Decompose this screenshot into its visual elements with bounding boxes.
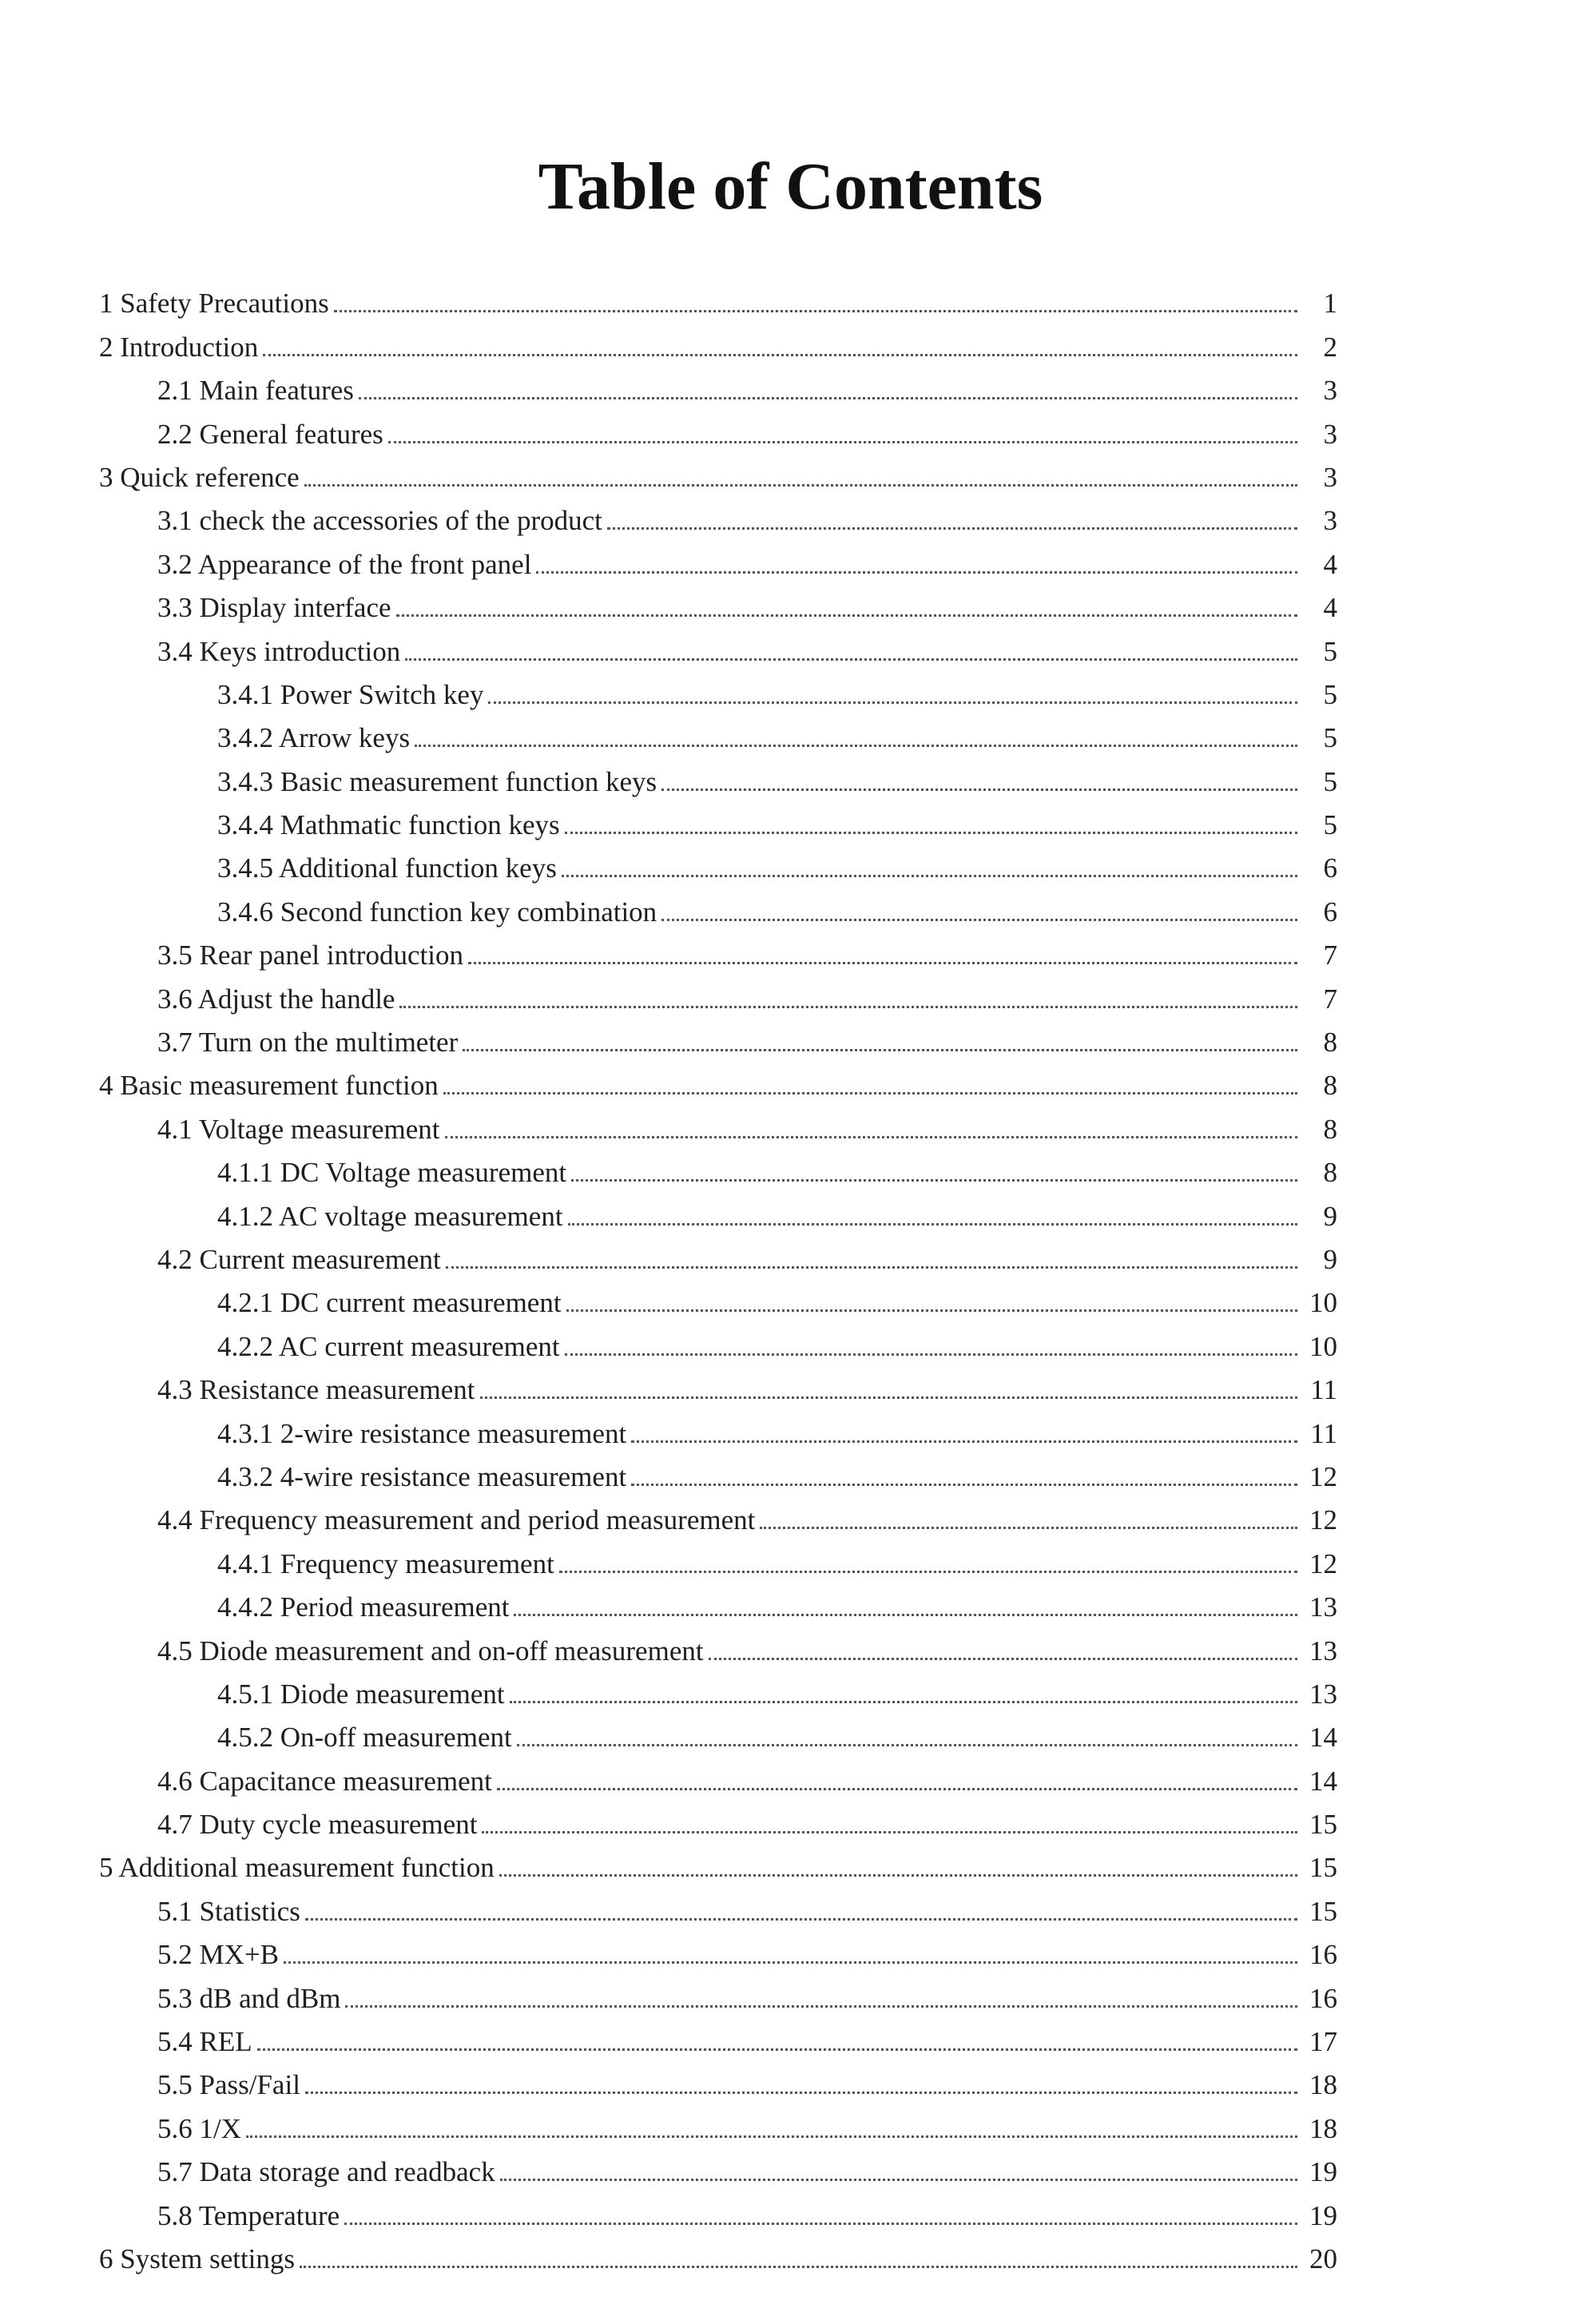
toc-entry[interactable] bbox=[157, 363, 1337, 407]
toc-entry-page-number: 5 bbox=[1323, 809, 1337, 841]
toc-entry[interactable] bbox=[99, 1059, 1337, 1102]
toc-entry-page-number: 15 bbox=[1309, 1895, 1337, 1927]
toc-entry-label: 4.2.1 DC current measurement bbox=[217, 1287, 562, 1319]
toc-entry-page-number: 16 bbox=[1309, 1939, 1337, 1971]
toc-entry[interactable] bbox=[157, 1798, 1337, 1841]
dot-leader bbox=[305, 2092, 1297, 2094]
dot-leader bbox=[510, 1701, 1297, 1703]
toc-entry[interactable] bbox=[217, 1146, 1337, 1189]
toc-entry-label: 2.2 General features bbox=[157, 418, 383, 450]
toc-entry-label: 4.4.1 Frequency measurement bbox=[217, 1547, 554, 1579]
toc-entry-page-number: 14 bbox=[1309, 1722, 1337, 1754]
toc-entry-page-number: 16 bbox=[1309, 1982, 1337, 2014]
toc-entry-page-number: 4 bbox=[1323, 592, 1337, 624]
dot-leader bbox=[631, 1484, 1297, 1486]
dot-leader bbox=[488, 701, 1297, 704]
toc-entry[interactable] bbox=[157, 1102, 1337, 1145]
toc-entry-page-number: 4 bbox=[1323, 548, 1337, 580]
toc-entry[interactable] bbox=[157, 2188, 1337, 2231]
dot-leader bbox=[388, 441, 1297, 443]
toc-entry-label: 4.1.1 DC Voltage measurement bbox=[217, 1157, 567, 1189]
dot-leader bbox=[661, 919, 1297, 921]
dot-leader bbox=[536, 571, 1297, 574]
dot-leader bbox=[443, 1092, 1297, 1094]
dot-leader bbox=[415, 745, 1297, 747]
toc-entry-label: 3.6 Adjust the handle bbox=[157, 983, 395, 1015]
toc-entry[interactable] bbox=[99, 276, 1337, 320]
toc-entry-label: 3.1 check the accessories of the product bbox=[157, 505, 602, 537]
toc-entry-label: 3.3 Display interface bbox=[157, 592, 391, 624]
toc-entry-page-number: 3 bbox=[1323, 375, 1337, 407]
toc-entry-label: 3.5 Rear panel introduction bbox=[157, 940, 463, 971]
toc-entry-label: 3.7 Turn on the multimeter bbox=[157, 1027, 459, 1059]
toc-entry[interactable] bbox=[99, 2232, 1337, 2275]
toc-entry-page-number: 12 bbox=[1309, 1504, 1337, 1536]
toc-entry[interactable] bbox=[157, 1928, 1337, 1971]
toc-entry-label: 3 Quick reference bbox=[99, 461, 300, 493]
toc-entry[interactable] bbox=[157, 581, 1337, 624]
toc-entry-label: 4.2.2 AC current measurement bbox=[217, 1330, 560, 1362]
toc-entry-label: 3.4.1 Power Switch key bbox=[217, 678, 484, 710]
toc-entry[interactable] bbox=[157, 1623, 1337, 1667]
toc-entry-page-number: 7 bbox=[1323, 940, 1337, 971]
toc-entry-label: 3.4.4 Mathmatic function keys bbox=[217, 809, 560, 841]
toc-entry[interactable] bbox=[217, 711, 1337, 754]
toc-entry-page-number: 7 bbox=[1323, 983, 1337, 1015]
dot-leader bbox=[463, 1049, 1297, 1051]
toc-entry-label: 5.8 Temperature bbox=[157, 2199, 340, 2231]
toc-entry-page-number: 8 bbox=[1323, 1157, 1337, 1189]
dot-leader bbox=[305, 1918, 1297, 1921]
toc-entry-page-number: 5 bbox=[1323, 635, 1337, 667]
toc-entry-label: 4.5 Diode measurement and on-off measurement bbox=[157, 1635, 704, 1667]
toc-entry-page-number: 2 bbox=[1323, 331, 1337, 363]
toc-entry[interactable] bbox=[217, 841, 1337, 884]
dot-leader bbox=[482, 1831, 1297, 1833]
dot-leader bbox=[517, 1744, 1297, 1746]
dot-leader bbox=[399, 1006, 1297, 1008]
toc-entry-label: 6 System settings bbox=[99, 2243, 296, 2274]
toc-entry[interactable] bbox=[157, 407, 1337, 450]
toc-entry-page-number: 17 bbox=[1309, 2026, 1337, 2058]
dot-leader bbox=[344, 2223, 1297, 2225]
toc-entry-page-number: 3 bbox=[1323, 461, 1337, 493]
toc-entry-label: 3.4.5 Additional function keys bbox=[217, 852, 557, 884]
toc-entry-page-number: 11 bbox=[1310, 1374, 1337, 1406]
toc-entry-label: 5.3 dB and dBm bbox=[157, 1982, 341, 2014]
toc-entry-page-number: 8 bbox=[1323, 1113, 1337, 1145]
toc-entry-page-number: 19 bbox=[1309, 2199, 1337, 2231]
toc-entry[interactable] bbox=[157, 2145, 1337, 2188]
toc-entry[interactable] bbox=[157, 928, 1337, 971]
toc-entry-page-number: 18 bbox=[1309, 2112, 1337, 2144]
toc-entry-label: 4.1 Voltage measurement bbox=[157, 1113, 440, 1145]
toc-entry-label: 4.4 Frequency measurement and period measurement bbox=[157, 1504, 756, 1536]
toc-entry[interactable] bbox=[157, 1015, 1337, 1059]
toc-entry[interactable] bbox=[157, 1884, 1337, 1927]
toc-entry[interactable] bbox=[157, 1754, 1337, 1797]
dot-leader bbox=[468, 962, 1297, 964]
page-title: Table of Contents bbox=[538, 149, 1043, 224]
toc-entry-page-number: 1 bbox=[1323, 288, 1337, 320]
dot-leader bbox=[334, 310, 1297, 312]
dot-leader bbox=[514, 1614, 1297, 1616]
toc-entry-label: 4.2 Current measurement bbox=[157, 1243, 441, 1275]
toc-entry-label: 5.1 Statistics bbox=[157, 1895, 300, 1927]
dot-leader bbox=[246, 2135, 1297, 2138]
toc-entry-label: 4.5.1 Diode measurement bbox=[217, 1678, 505, 1710]
toc-entry-label: 5.4 REL bbox=[157, 2026, 252, 2058]
toc-entry-label: 2.1 Main features bbox=[157, 375, 354, 407]
toc-entry-page-number: 18 bbox=[1309, 2069, 1337, 2101]
toc-entry-label: 4.3.1 2-wire resistance measurement bbox=[217, 1417, 627, 1449]
dot-leader bbox=[300, 2266, 1297, 2268]
toc-entry[interactable] bbox=[99, 1841, 1337, 1884]
dot-leader bbox=[709, 1658, 1297, 1660]
toc-entry[interactable] bbox=[99, 320, 1337, 363]
dot-leader bbox=[497, 1788, 1297, 1790]
toc-entry-label: 3.2 Appearance of the front panel bbox=[157, 548, 532, 580]
dot-leader bbox=[284, 1961, 1297, 1964]
toc-entry-label: 5.6 1/X bbox=[157, 2112, 241, 2144]
toc-entry[interactable] bbox=[217, 1536, 1337, 1579]
toc-entry[interactable] bbox=[217, 1319, 1337, 1362]
toc-entry[interactable] bbox=[217, 1406, 1337, 1449]
dot-leader bbox=[446, 1266, 1297, 1269]
toc-entry-page-number: 5 bbox=[1323, 722, 1337, 754]
toc-entry-label: 4.5.2 On-off measurement bbox=[217, 1722, 512, 1754]
dot-leader bbox=[257, 2048, 1297, 2051]
toc-entry[interactable] bbox=[217, 1667, 1337, 1710]
toc-entry-page-number: 11 bbox=[1310, 1417, 1337, 1449]
toc-entry-label: 3.4.3 Basic measurement function keys bbox=[217, 765, 657, 797]
dot-leader bbox=[263, 354, 1297, 356]
toc-entry-label: 5 Additional measurement function bbox=[99, 1852, 495, 1884]
toc-entry-label: 3.4 Keys introduction bbox=[157, 635, 401, 667]
dot-leader bbox=[568, 1223, 1297, 1226]
toc-entry-page-number: 10 bbox=[1309, 1330, 1337, 1362]
dot-leader bbox=[565, 832, 1297, 834]
toc-entry-page-number: 13 bbox=[1309, 1591, 1337, 1623]
toc-entry-page-number: 10 bbox=[1309, 1287, 1337, 1319]
toc-entry-label: 3.4.6 Second function key combination bbox=[217, 896, 657, 928]
toc-entry-label: 4.3.2 4-wire resistance measurement bbox=[217, 1460, 627, 1492]
dot-leader bbox=[571, 1179, 1297, 1182]
toc-entry-page-number: 12 bbox=[1309, 1547, 1337, 1579]
toc-entry-page-number: 13 bbox=[1309, 1678, 1337, 1710]
toc-entry[interactable] bbox=[157, 2015, 1337, 2058]
toc-entry-page-number: 5 bbox=[1323, 765, 1337, 797]
toc-entry-page-number: 3 bbox=[1323, 418, 1337, 450]
toc-entry-page-number: 8 bbox=[1323, 1027, 1337, 1059]
toc-entry[interactable] bbox=[99, 451, 1337, 494]
dot-leader bbox=[359, 397, 1297, 399]
toc-entry[interactable] bbox=[157, 1493, 1337, 1536]
toc-entry-label: 4.6 Capacitance measurement bbox=[157, 1765, 492, 1797]
toc-entry-page-number: 20 bbox=[1309, 2243, 1337, 2274]
toc-entry-label: 4 Basic measurement function bbox=[99, 1070, 439, 1102]
toc-entry[interactable] bbox=[217, 1189, 1337, 1232]
toc-entry-page-number: 19 bbox=[1309, 2156, 1337, 2188]
toc-entry-label: 4.3 Resistance measurement bbox=[157, 1374, 475, 1406]
toc-entry[interactable] bbox=[217, 798, 1337, 841]
toc-entry[interactable] bbox=[217, 668, 1337, 711]
dot-leader bbox=[500, 2179, 1297, 2181]
toc-entry-page-number: 9 bbox=[1323, 1243, 1337, 1275]
dot-leader bbox=[396, 614, 1297, 617]
toc-entry[interactable] bbox=[157, 2101, 1337, 2144]
toc-entry[interactable] bbox=[157, 2058, 1337, 2101]
toc-entry-page-number: 12 bbox=[1309, 1460, 1337, 1492]
toc-entry[interactable] bbox=[157, 1233, 1337, 1276]
toc-entry-page-number: 14 bbox=[1309, 1765, 1337, 1797]
toc-entry-page-number: 6 bbox=[1323, 852, 1337, 884]
dot-leader bbox=[304, 484, 1297, 487]
toc-entry-label: 4.4.2 Period measurement bbox=[217, 1591, 510, 1623]
dot-leader bbox=[562, 875, 1297, 877]
toc-entry-page-number: 6 bbox=[1323, 896, 1337, 928]
toc-entry[interactable] bbox=[217, 1276, 1337, 1319]
toc-entry-label: 5.7 Data storage and readback bbox=[157, 2156, 495, 2188]
toc-entry-page-number: 15 bbox=[1309, 1852, 1337, 1884]
dot-leader bbox=[760, 1527, 1297, 1529]
dot-leader bbox=[480, 1396, 1297, 1399]
dot-leader bbox=[345, 2005, 1297, 2008]
dot-leader bbox=[499, 1874, 1297, 1877]
toc-entry-label: 5.2 MX+B bbox=[157, 1939, 279, 1971]
toc-entry[interactable] bbox=[157, 624, 1337, 667]
toc-entry-page-number: 15 bbox=[1309, 1809, 1337, 1841]
toc-entry[interactable] bbox=[217, 1450, 1337, 1493]
toc-entry-page-number: 3 bbox=[1323, 505, 1337, 537]
toc-entry-page-number: 5 bbox=[1323, 678, 1337, 710]
table-of-contents bbox=[0, 276, 1581, 2275]
toc-entry[interactable] bbox=[157, 971, 1337, 1015]
toc-entry-page-number: 9 bbox=[1323, 1200, 1337, 1232]
dot-leader bbox=[405, 658, 1297, 661]
toc-entry-label: 4.1.2 AC voltage measurement bbox=[217, 1200, 563, 1232]
toc-entry-label: 4.7 Duty cycle measurement bbox=[157, 1809, 478, 1841]
toc-entry-label: 1 Safety Precautions bbox=[99, 288, 329, 320]
toc-entry[interactable] bbox=[157, 494, 1337, 537]
toc-entry-label: 2 Introduction bbox=[99, 331, 259, 363]
toc-entry[interactable] bbox=[217, 754, 1337, 797]
dot-leader bbox=[607, 527, 1297, 530]
toc-entry[interactable] bbox=[157, 537, 1337, 580]
toc-entry[interactable] bbox=[217, 884, 1337, 928]
dot-leader bbox=[661, 789, 1297, 791]
dot-leader bbox=[631, 1440, 1297, 1443]
toc-entry-label: 5.5 Pass/Fail bbox=[157, 2069, 300, 2101]
dot-leader bbox=[445, 1136, 1298, 1138]
dot-leader bbox=[566, 1309, 1297, 1312]
dot-leader bbox=[559, 1571, 1297, 1573]
dot-leader bbox=[565, 1353, 1297, 1356]
toc-entry[interactable] bbox=[217, 1710, 1337, 1754]
toc-entry-page-number: 8 bbox=[1323, 1070, 1337, 1102]
toc-entry[interactable] bbox=[157, 1971, 1337, 2014]
toc-entry-label: 3.4.2 Arrow keys bbox=[217, 722, 411, 754]
toc-entry[interactable] bbox=[157, 1363, 1337, 1406]
toc-entry-page-number: 13 bbox=[1309, 1635, 1337, 1667]
toc-entry[interactable] bbox=[217, 1580, 1337, 1623]
